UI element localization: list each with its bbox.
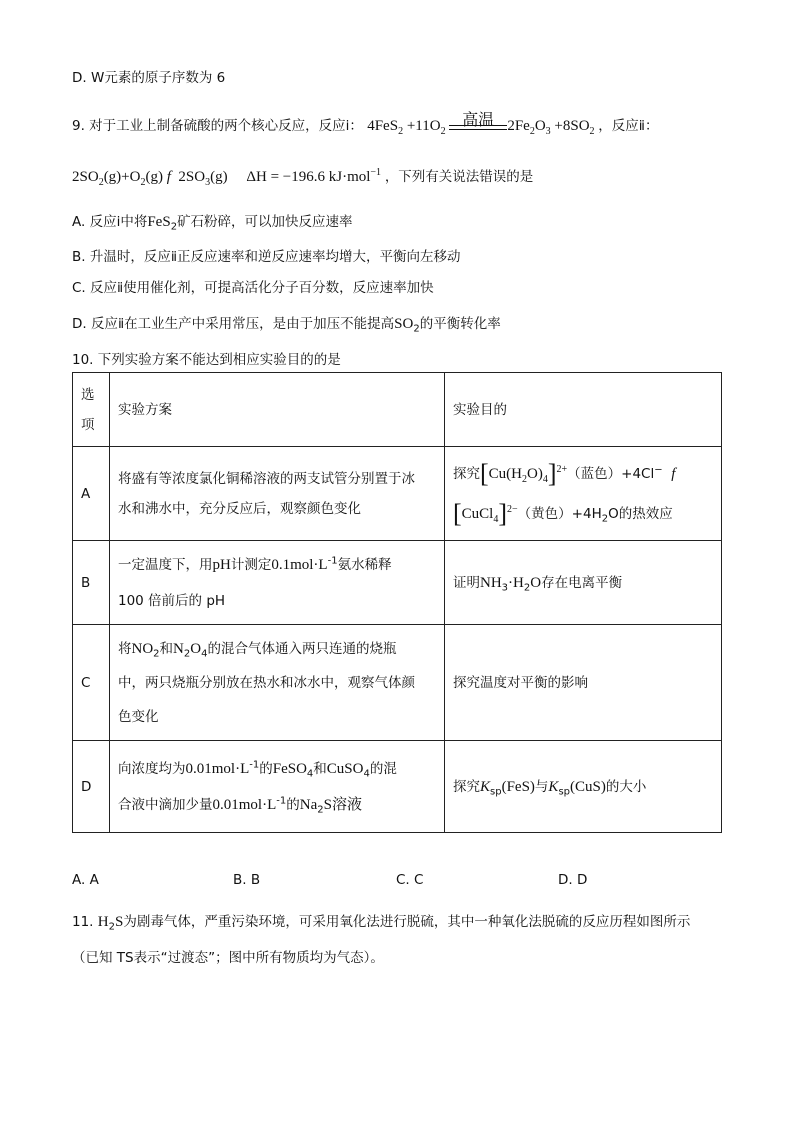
table-header-row xyxy=(73,373,722,447)
q9-stem-middle: ，反应ⅱ： xyxy=(598,118,659,134)
q9-stem-line2 xyxy=(72,165,533,186)
row-label: B xyxy=(73,541,110,625)
header-option: 选 项 xyxy=(73,373,110,447)
table-row xyxy=(73,541,722,625)
row-purpose: 探究温度对平衡的影响 xyxy=(445,625,722,741)
row-plan: 一定温度下，用pH计测定$0.1mol\cdot L^{-1}$氨水稀释 100 倍前后的 pH xyxy=(110,541,445,625)
q11-stem-line2: （已知 TS表示“过渡态”；图中所有物质均为气态）。 xyxy=(72,950,384,966)
experiment-table xyxy=(72,372,722,833)
reaction-1-equation: $4FeS_2 +11O_2$ 高温 $2Fe_2O_3 +8SO_2$ xyxy=(367,110,595,137)
q9-stem-line1 xyxy=(72,110,659,137)
header-purpose: 实验目的 xyxy=(445,373,722,447)
answer-option-d: D. D xyxy=(558,872,588,888)
row-plan: 将$NO_2$和$N_2O_4$的混合气体通入两只连通的烧瓶 中，两只烧瓶分别放在热水和冰水中，观察气体颜 色变化 xyxy=(110,625,445,741)
row-purpose: 探究$K_{sp}(FeS)$与$K_{sp}(CuS)$的大小 xyxy=(445,741,722,833)
q9-option-b: B. 升温时，反应ⅱ正反应速率和逆反应速率均增大，平衡向左移动 xyxy=(72,249,461,265)
row-label: D xyxy=(73,741,110,833)
reaction-condition: 高温 xyxy=(449,129,507,130)
q9-stem-prefix: 9. 对于工业上制备硫酸的两个核心反应，反应ⅰ： xyxy=(72,118,363,134)
q9-stem-suffix: ，下列有关说法错误的是 xyxy=(384,169,534,185)
answer-option-a: A. A xyxy=(72,872,99,888)
header-plan: 实验方案 xyxy=(110,373,445,447)
row-plan: 向浓度均为$0.01mol\cdot L^{-1}$的FeSO$_4$和CuSO$_4$的混 合液中滴加少量$0.01mol\cdot L^{-1}$的$Na_2S$溶液 xyxy=(110,741,445,833)
row-label: C xyxy=(73,625,110,741)
table-row xyxy=(73,625,722,741)
table-row xyxy=(73,447,722,541)
answer-option-b: B. B xyxy=(233,872,261,888)
table-row xyxy=(73,741,722,833)
q9-option-d: D. 反应ⅱ在工业生产中采用常压，是由于加压不能提高$SO_2$的平衡转化率 xyxy=(72,316,501,335)
q11-stem-line1: 11. $H_2S$为剧毒气体，严重污染环境，可采用氧化法进行脱硫，其中一种氧化法脱硫的反应历程如图所示 xyxy=(72,914,691,933)
enthalpy: ΔH = −196.6 kJ·mol xyxy=(246,169,371,185)
answer-option-c: C. C xyxy=(396,872,424,888)
row-purpose: 证明$NH_3\cdot H_2O$存在电离平衡 xyxy=(445,541,722,625)
q9-option-a: A. 反应ⅰ中将FeS$_2$矿石粉碎，可以加快反应速率 xyxy=(72,214,353,233)
q8-option-d: D. W元素的原子序数为 6 xyxy=(72,70,226,86)
row-purpose: 探究$[Cu(H_2O)_4]^{2+}$（蓝色）+4Cl− f [CuCl$_4$]$^{2-}$（黄色）$+4H_2O$的热效应 xyxy=(445,447,722,541)
q9-option-c: C. 反应ⅱ使用催化剂，可提高活化分子百分数，反应速率加快 xyxy=(72,280,434,296)
q10-stem: 10. 下列实验方案不能达到相应实验目的的是 xyxy=(72,352,341,368)
reaction-2-equation: $2SO_2(g)+O_2(g)$ f $2SO_3(g)$ ΔH = −196.6 kJ·mol$^{-1}$ xyxy=(72,167,382,188)
row-label: A xyxy=(73,447,110,541)
row-plan: 将盛有等浓度氯化铜稀溶液的两支试管分别置于冰 水和沸水中，充分反应后，观察颜色变化 xyxy=(110,447,445,541)
